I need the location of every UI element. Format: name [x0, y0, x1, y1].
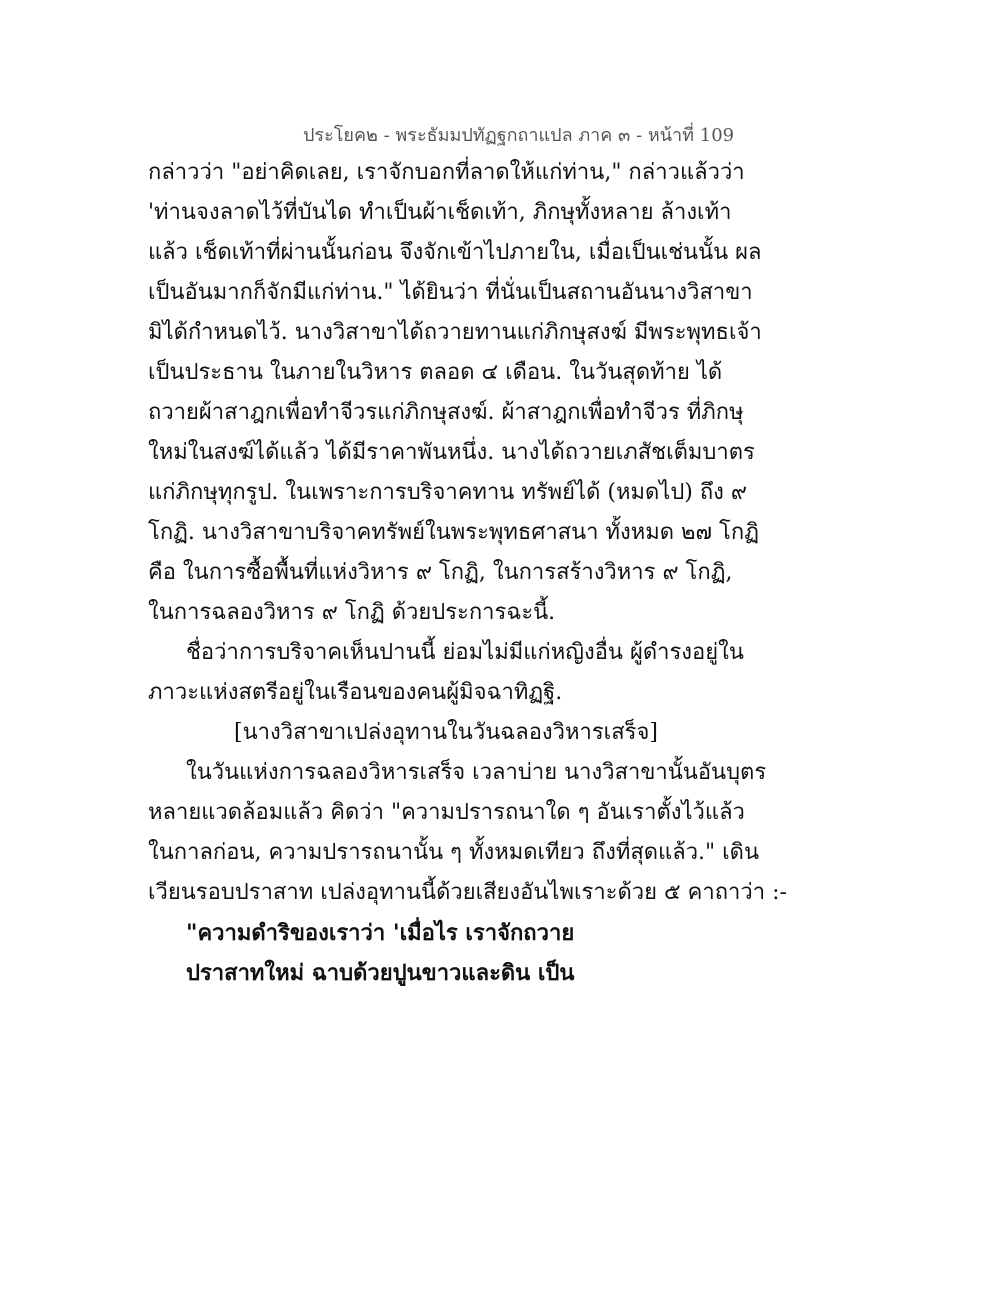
paragraph-line: ในวันแห่งการฉลองวิหารเสร็จ เวลาบ่าย นางวิสาขานั้นอันบุตร [186, 760, 767, 785]
verse-line: ปราสาทใหม่ ฉาบด้วยปูนขาวและดิน เป็น [186, 960, 575, 986]
body-line: 'ท่านจงลาดไว้ที่บันได ทำเป็นผ้าเช็ดเท้า, ภิกษุทั้งหลาย ล้างเท้า [148, 200, 732, 225]
body-line: โกฏิ. นางวิสาขาบริจาคทรัพย์ในพระพุทธศาสนา ทั้งหมด ๒๗ โกฏิ [148, 520, 759, 545]
paragraph-line: หลายแวดล้อมแล้ว คิดว่า "ความปรารถนาใด ๆ อันเราตั้งไว้แล้ว [148, 800, 745, 825]
running-header: ประโยค๒ - พระธัมมปทัฏฐกถาแปล ภาค ๓ - หน้าที่ 109 [303, 125, 735, 146]
body-line: กล่าวว่า "อย่าคิดเลย, เราจักบอกที่ลาดให้แก่ท่าน," กล่าวแล้วว่า [148, 160, 745, 185]
paragraph-line: ชื่อว่าการบริจาคเห็นปานนี้ ย่อมไม่มีแก่หญิงอื่น ผู้ดำรงอยู่ใน [186, 640, 744, 665]
body-line: เป็นประธาน ในภายในวิหาร ตลอด ๔ เดือน. ในวันสุดท้าย ได้ [148, 360, 723, 385]
body-line: ถวายผ้าสาฎกเพื่อทำจีวรแก่ภิกษุสงฆ์. ผ้าสาฎกเพื่อทำจีวร ที่ภิกษุ [148, 400, 744, 425]
body-line: ใหม่ในสงฆ์ได้แล้ว ได้มีราคาพันหนึ่ง. นางได้ถวายเภสัชเต็มบาตร [148, 440, 755, 465]
paragraph-line: เวียนรอบปราสาท เปล่งอุทานนี้ด้วยเสียงอันไพเราะด้วย ๕ คาถาว่า :- [148, 880, 787, 905]
paragraph-line: ภาวะแห่งสตรีอยู่ในเรือนของคนผู้มิจฉาทิฏฐิ. [148, 680, 563, 705]
body-line: ในการฉลองวิหาร ๙ โกฏิ ด้วยประการฉะนี้. [148, 600, 556, 625]
section-heading: [นางวิสาขาเปล่งอุทานในวันฉลองวิหารเสร็จ] [234, 720, 658, 745]
body-line: คือ ในการซื้อพื้นที่แห่งวิหาร ๙ โกฏิ, ในการสร้างวิหาร ๙ โกฏิ, [148, 560, 733, 585]
body-line: เป็นอันมากก็จักมีแก่ท่าน." ได้ยินว่า ที่นั่นเป็นสถานอันนางวิสาขา [148, 280, 753, 305]
body-line: มิได้กำหนดไว้. นางวิสาขาได้ถวายทานแก่ภิกษุสงฆ์ มีพระพุทธเจ้า [148, 320, 762, 345]
paragraph-line: ในกาลก่อน, ความปรารถนานั้น ๆ ทั้งหมดเทียว ถึงที่สุดแล้ว." เดิน [148, 840, 760, 865]
verse-line: "ความดำริของเราว่า 'เมื่อไร เราจักถวาย [186, 920, 575, 946]
body-line: แล้ว เช็ดเท้าที่ผ่านนั้นก่อน จึงจักเข้าไปภายใน, เมื่อเป็นเช่นนั้น ผล [148, 240, 762, 265]
body-line: แก่ภิกษุทุกรูป. ในเพราะการบริจาคทาน ทรัพย์ได้ (หมดไป) ถึง ๙ [148, 480, 748, 505]
